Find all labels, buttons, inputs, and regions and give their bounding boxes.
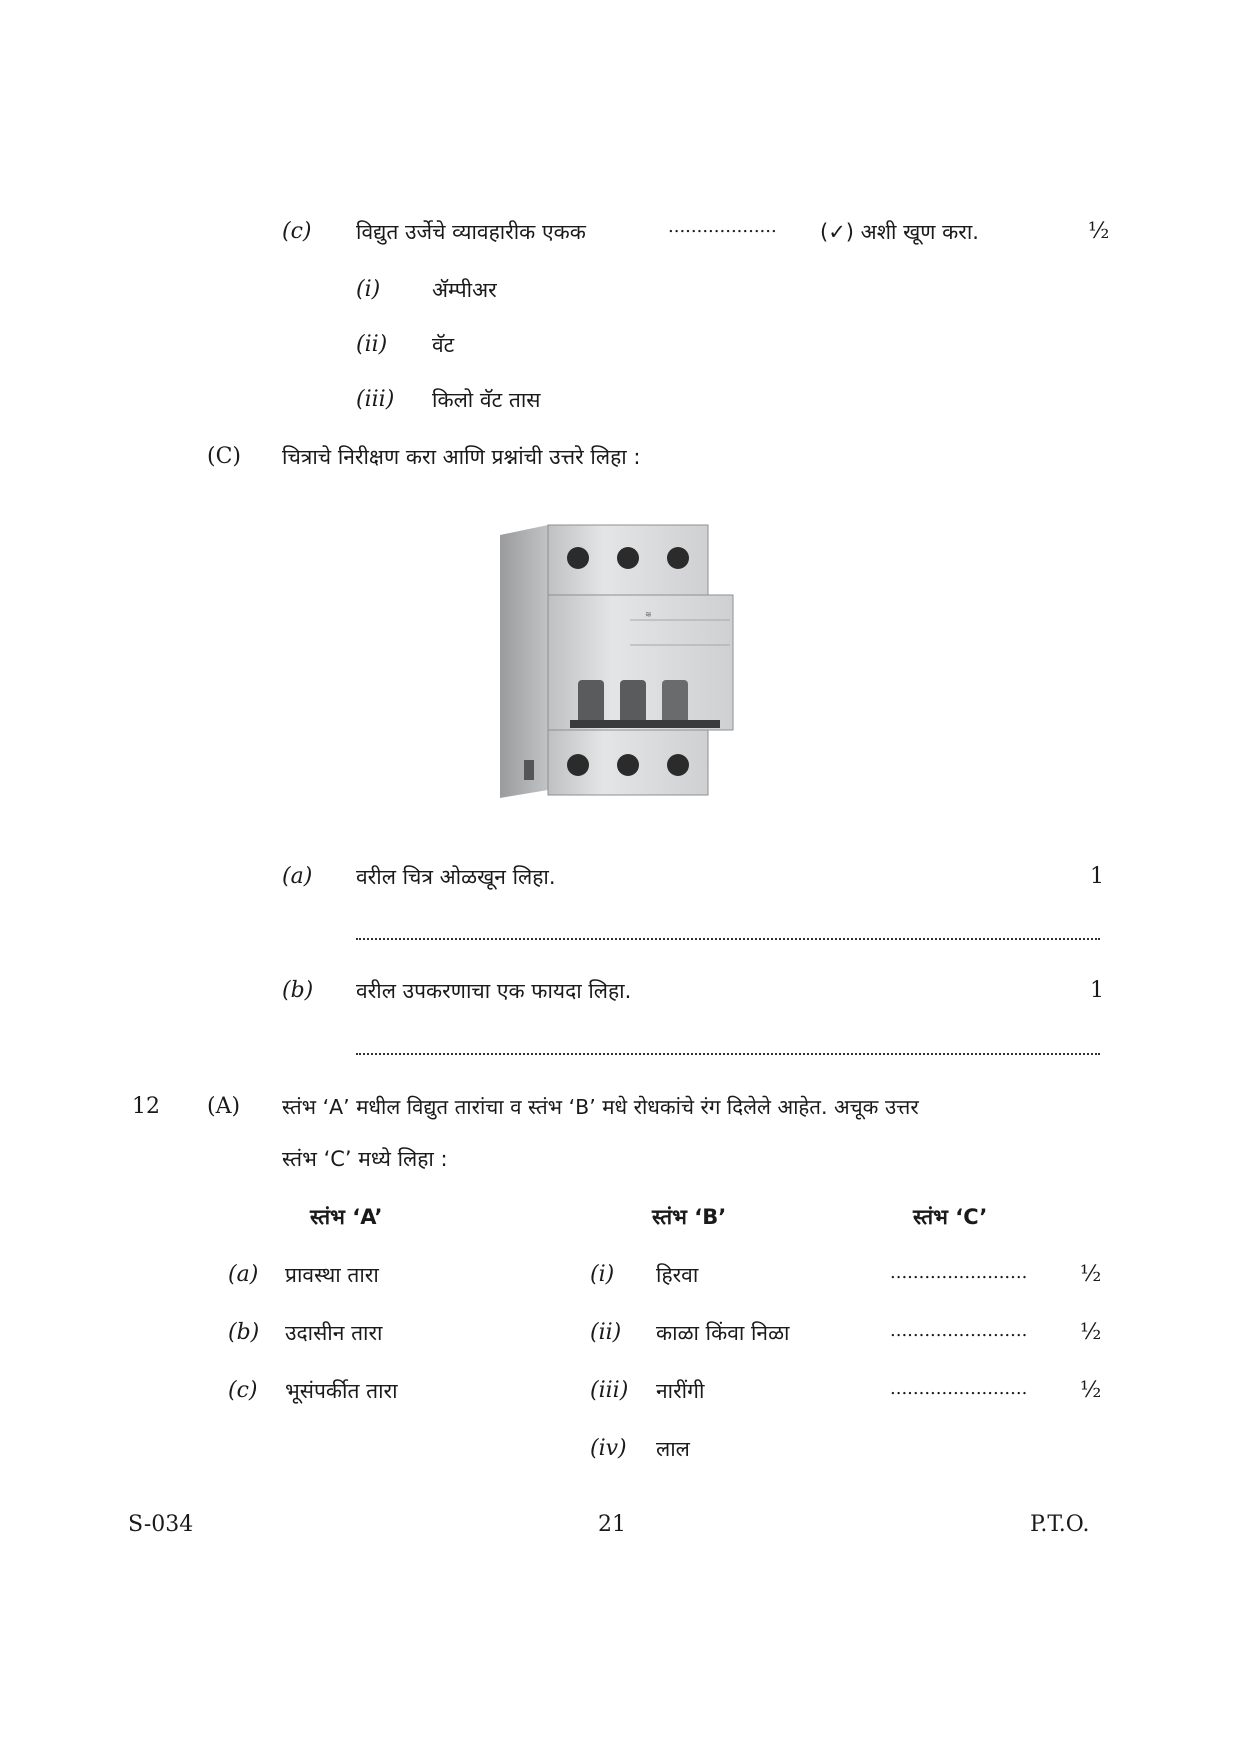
secC-sub-a-marks: 1	[1090, 864, 1104, 889]
secC-sub-a-label: (a)	[282, 864, 313, 889]
q11c-option-ii-num: (ii)	[356, 332, 388, 357]
q12-marks-3: ½	[1080, 1378, 1102, 1403]
mcb-circuit-breaker-image	[480, 520, 760, 810]
secC-sub-b-label: (b)	[282, 978, 314, 1003]
q12-i-num: (i)	[590, 1262, 615, 1287]
q12-marks-1: ½	[1080, 1262, 1102, 1287]
footer-code: S-034	[128, 1512, 194, 1537]
q12-c-blank-3[interactable]: ........................	[890, 1378, 1028, 1399]
footer-pto: P.T.O.	[1030, 1512, 1090, 1537]
q11c-option-iii-num: (iii)	[356, 387, 395, 412]
q11c-text: विद्युत उर्जेचे व्यावहारीक एकक	[356, 220, 586, 244]
answer-line-b[interactable]	[356, 1053, 1100, 1055]
q12-iv-num: (iv)	[590, 1436, 627, 1461]
q12-iii-text: नारींगी	[656, 1379, 705, 1403]
q11c-option-i-text: ॲम्पीअर	[432, 278, 497, 302]
q11c-instruction: (✓) अशी खूण करा.	[820, 220, 979, 244]
q12-iv-text: लाल	[656, 1437, 690, 1461]
q12-label: (A)	[207, 1094, 241, 1119]
q12-ii-num: (ii)	[590, 1320, 622, 1345]
svg-text:≋: ≋	[645, 610, 652, 619]
q11c-marks: ½	[1088, 219, 1110, 244]
q12-marks-2: ½	[1080, 1320, 1102, 1345]
secC-sub-a-text: वरील चित्र ओळखून लिहा.	[356, 865, 556, 889]
secC-sub-b-text: वरील उपकरणाचा एक फायदा लिहा.	[356, 979, 632, 1003]
q12-number: 12	[132, 1094, 160, 1119]
secC-sub-b-marks: 1	[1090, 978, 1104, 1003]
q12-a-label: (a)	[228, 1262, 259, 1287]
secC-text: चित्राचे निरीक्षण करा आणि प्रश्नांची उत्तरे लिहा :	[282, 445, 641, 469]
q11c-option-iii-text: किलो वॅट तास	[432, 388, 541, 412]
q11c-label: (c)	[282, 219, 312, 244]
q12-i-text: हिरवा	[656, 1263, 699, 1287]
q12-c-text: भूसंपर्कीत तारा	[285, 1379, 398, 1403]
secC-label: (C)	[207, 444, 241, 469]
q12-b-label: (b)	[228, 1320, 260, 1345]
q11c-option-ii-text: वॅट	[432, 333, 455, 357]
q12-head-c: स्तंभ ‘C’	[913, 1205, 988, 1229]
q12-line2: स्तंभ ‘C’ मध्ये लिहा :	[282, 1147, 448, 1171]
q12-b-text: उदासीन तारा	[285, 1321, 383, 1345]
answer-line-a[interactable]	[356, 938, 1100, 940]
q12-iii-num: (iii)	[590, 1378, 629, 1403]
q11c-option-i-num: (i)	[356, 277, 381, 302]
q12-a-text: प्रावस्था तारा	[285, 1263, 379, 1287]
q12-ii-text: काळा किंवा निळा	[656, 1321, 790, 1345]
q12-c-blank-1[interactable]: ........................	[890, 1262, 1028, 1283]
q12-c-label: (c)	[228, 1378, 258, 1403]
q12-line1: स्तंभ ‘A’ मधील विद्युत तारांचा व स्तंभ ‘B’ मधे रोधकांचे रंग दिलेले आहेत. अचूक उत्तर	[282, 1095, 919, 1119]
footer-page-number: 21	[598, 1512, 626, 1537]
q11c-blank: ...................	[668, 216, 777, 237]
q12-head-b: स्तंभ ‘B’	[652, 1205, 727, 1229]
q12-head-a: स्तंभ ‘A’	[310, 1205, 383, 1229]
q12-c-blank-2[interactable]: ........................	[890, 1320, 1028, 1341]
